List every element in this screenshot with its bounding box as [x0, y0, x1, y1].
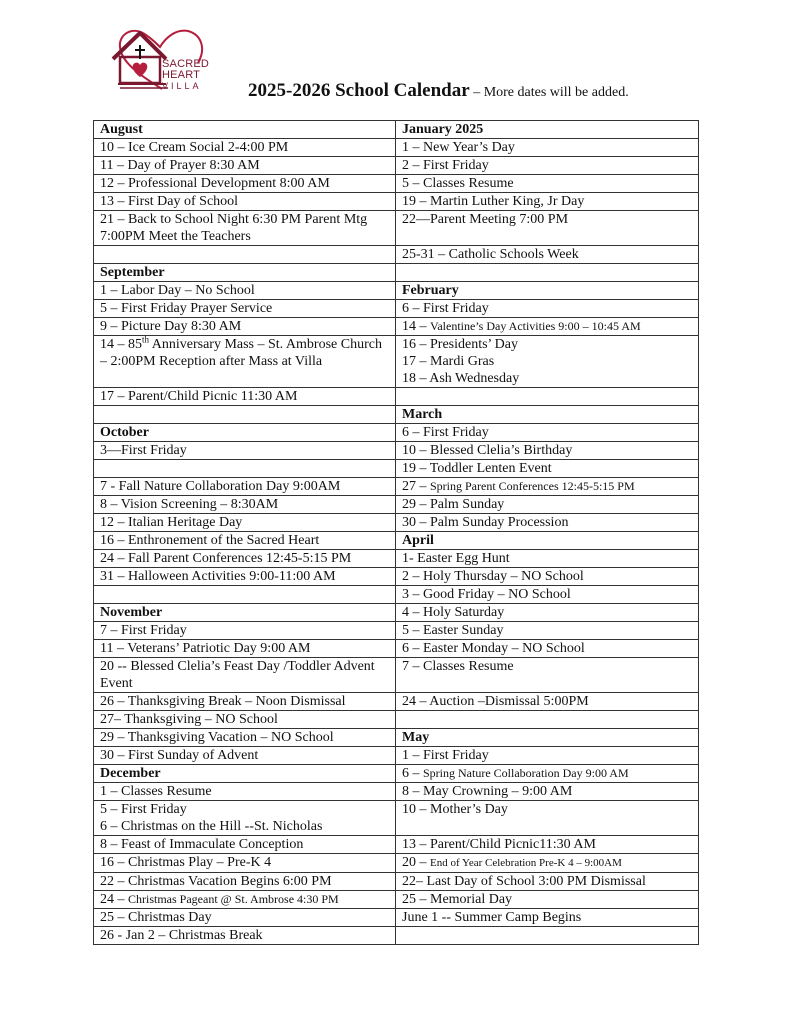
calendar-body — [94, 121, 699, 945]
title-main: 2025-2026 School Calendar — [248, 80, 470, 101]
calendar-entry: 24 – Auction –Dismissal 5:00PM — [402, 694, 589, 709]
table-row — [94, 658, 699, 693]
calendar-entry: 14 – — [402, 319, 430, 334]
calendar-entry: 10 – Blessed Clelia’s Birthday — [402, 443, 573, 458]
left-cell — [94, 927, 396, 945]
table-row — [94, 336, 699, 388]
table-row — [94, 442, 699, 460]
calendar-entry: 18 – Ash Wednesday — [402, 371, 520, 386]
table-row — [94, 640, 699, 658]
table-row — [94, 783, 699, 801]
calendar-entry: 24 – — [100, 892, 128, 907]
right-cell — [396, 300, 699, 318]
calendar-entry: 29 – Thanksgiving Vacation – NO School — [100, 730, 334, 745]
calendar-entry-xsmall: End of Year Celebration Pre-K 4 – 9:00AM — [430, 857, 622, 869]
month-header: November — [100, 605, 163, 620]
calendar-entry-small: Spring Nature Collaboration Day 9:00 AM — [423, 766, 629, 780]
table-row — [94, 193, 699, 211]
right-cell — [396, 388, 699, 406]
right-cell — [396, 765, 699, 783]
calendar-entry: 16 – Enthronement of the Sacred Heart — [100, 533, 320, 548]
table-row — [94, 460, 699, 478]
right-cell — [396, 658, 699, 693]
logo-line-1: SACRED — [162, 58, 210, 70]
left-cell — [94, 836, 396, 854]
left-cell — [94, 264, 396, 282]
left-cell — [94, 300, 396, 318]
calendar-entry: 10 – Ice Cream Social 2-4:00 PM — [100, 140, 289, 155]
calendar-entry: 2 – First Friday — [402, 158, 489, 173]
table-row — [94, 211, 699, 246]
calendar-entry: 5 – Classes Resume — [402, 176, 514, 191]
left-cell — [94, 193, 396, 211]
left-cell — [94, 175, 396, 193]
right-cell — [396, 783, 699, 801]
calendar-entry: June 1 -- Summer Camp Begins — [402, 910, 582, 925]
table-row — [94, 927, 699, 945]
calendar-entry: 26 - Jan 2 – Christmas Break — [100, 928, 263, 943]
left-cell — [94, 424, 396, 442]
left-cell — [94, 406, 396, 424]
calendar-entry: 8 – May Crowning – 9:00 AM — [402, 784, 573, 799]
ordinal-suffix: th — [142, 334, 150, 345]
calendar-entry: 14 – 85 — [100, 337, 142, 352]
calendar-entry: 25 – Memorial Day — [402, 892, 513, 907]
table-row — [94, 300, 699, 318]
right-cell — [396, 711, 699, 729]
right-cell — [396, 424, 699, 442]
table-row — [94, 514, 699, 532]
table-row — [94, 318, 699, 336]
left-cell — [94, 336, 396, 388]
month-header: January 2025 — [402, 122, 484, 137]
left-cell — [94, 747, 396, 765]
table-row — [94, 836, 699, 854]
month-header: March — [402, 407, 443, 422]
right-cell — [396, 264, 699, 282]
calendar-entry: 25 – Christmas Day — [100, 910, 212, 925]
calendar-entry: 25-31 – Catholic Schools Week — [402, 247, 579, 262]
table-row — [94, 873, 699, 891]
calendar-entry: 7 – First Friday — [100, 623, 187, 638]
table-row — [94, 622, 699, 640]
right-cell — [396, 891, 699, 909]
table-row — [94, 854, 699, 873]
logo-wordmark — [162, 59, 209, 92]
month-header: August — [100, 122, 143, 137]
calendar-entry: 31 – Halloween Activities 9:00-11:00 AM — [100, 569, 336, 584]
calendar-entry: 6 – Christmas on the Hill --St. Nicholas — [100, 819, 323, 834]
table-row — [94, 496, 699, 514]
left-cell — [94, 442, 396, 460]
left-cell — [94, 586, 396, 604]
calendar-entry: 22 – Christmas Vacation Begins 6:00 PM — [100, 874, 332, 889]
calendar-entry: 2 – Holy Thursday – NO School — [402, 569, 584, 584]
left-cell — [94, 568, 396, 586]
calendar-entry: 5 – First Friday — [100, 802, 187, 817]
left-cell — [94, 121, 396, 139]
right-cell — [396, 927, 699, 945]
calendar-entry: 1 – First Friday — [402, 748, 489, 763]
month-header: December — [100, 766, 161, 781]
right-cell — [396, 406, 699, 424]
calendar-entry: 6 – First Friday — [402, 301, 489, 316]
calendar-entry: 1- Easter Egg Hunt — [402, 551, 510, 566]
calendar-entry: 29 – Palm Sunday — [402, 497, 505, 512]
right-cell — [396, 496, 699, 514]
table-row — [94, 765, 699, 783]
table-row — [94, 264, 699, 282]
left-cell — [94, 478, 396, 496]
right-cell — [396, 532, 699, 550]
month-header: April — [402, 533, 434, 548]
calendar-entry: 5 – Easter Sunday — [402, 623, 504, 638]
left-cell — [94, 514, 396, 532]
left-cell — [94, 496, 396, 514]
right-cell — [396, 246, 699, 264]
calendar-entry: 3—First Friday — [100, 443, 187, 458]
table-row — [94, 604, 699, 622]
left-cell — [94, 550, 396, 568]
table-row — [94, 282, 699, 300]
calendar-entry: 22—Parent Meeting 7:00 PM — [402, 212, 569, 227]
right-cell — [396, 873, 699, 891]
table-row — [94, 586, 699, 604]
right-cell — [396, 568, 699, 586]
table-row — [94, 747, 699, 765]
calendar-entry: 27 – — [402, 479, 430, 494]
left-cell — [94, 532, 396, 550]
left-cell — [94, 658, 396, 693]
table-row — [94, 909, 699, 927]
calendar-entry: 6 – — [402, 766, 423, 781]
table-row — [94, 693, 699, 711]
right-cell — [396, 211, 699, 246]
left-cell — [94, 622, 396, 640]
right-cell — [396, 586, 699, 604]
calendar-entry: 17 – Mardi Gras — [402, 354, 495, 369]
title-sub: – More dates will be added. — [469, 85, 629, 100]
left-cell — [94, 891, 396, 909]
left-cell — [94, 282, 396, 300]
table-row — [94, 175, 699, 193]
right-cell — [396, 729, 699, 747]
calendar-entry: 1 – Classes Resume — [100, 784, 212, 799]
calendar-entry-tail: Anniversary Mass – St. Ambrose Church – 2:00PM Reception after Mass at Villa — [100, 337, 382, 369]
calendar-entry: 27– Thanksgiving – NO School — [100, 712, 278, 727]
month-header: September — [100, 265, 165, 280]
calendar-entry: 10 – Mother’s Day — [402, 802, 508, 817]
right-cell — [396, 836, 699, 854]
table-row — [94, 406, 699, 424]
calendar-entry: 6 – Easter Monday – NO School — [402, 641, 585, 656]
right-cell — [396, 693, 699, 711]
calendar-entry: 3 – Good Friday – NO School — [402, 587, 571, 602]
left-cell — [94, 693, 396, 711]
table-row — [94, 246, 699, 264]
calendar-entry: 12 – Italian Heritage Day — [100, 515, 243, 530]
month-header: October — [100, 425, 149, 440]
table-row — [94, 388, 699, 406]
right-cell — [396, 175, 699, 193]
table-row — [94, 121, 699, 139]
right-cell — [396, 318, 699, 336]
table-row — [94, 729, 699, 747]
calendar-entry-small: Valentine’s Day Activities 9:00 – 10:45 AM — [430, 319, 641, 333]
calendar-entry: 1 – New Year’s Day — [402, 140, 515, 155]
left-cell — [94, 765, 396, 783]
calendar-entry-small: Spring Parent Conferences 12:45-5:15 PM — [430, 479, 635, 493]
table-row — [94, 550, 699, 568]
right-cell — [396, 747, 699, 765]
calendar-entry-small: Christmas Pageant @ St. Ambrose 4:30 PM — [128, 892, 339, 906]
table-row — [94, 478, 699, 496]
calendar-entry: 20 – — [402, 855, 430, 870]
calendar-entry: 30 – First Sunday of Advent — [100, 748, 259, 763]
left-cell — [94, 157, 396, 175]
left-cell — [94, 139, 396, 157]
left-cell — [94, 318, 396, 336]
right-cell — [396, 478, 699, 496]
left-cell — [94, 854, 396, 873]
calendar-entry: 16 – Christmas Play – Pre-K 4 — [100, 855, 272, 870]
right-cell — [396, 854, 699, 873]
right-cell — [396, 139, 699, 157]
right-cell — [396, 121, 699, 139]
calendar-entry: 16 – Presidents’ Day — [402, 337, 518, 352]
left-cell — [94, 211, 396, 246]
left-cell — [94, 729, 396, 747]
calendar-entry: 19 – Toddler Lenten Event — [402, 461, 552, 476]
table-row — [94, 568, 699, 586]
left-cell — [94, 711, 396, 729]
calendar-entry: 26 – Thanksgiving Break – Noon Dismissal — [100, 694, 346, 709]
right-cell — [396, 801, 699, 836]
left-cell — [94, 640, 396, 658]
month-header: February — [402, 283, 459, 298]
calendar-entry: 12 – Professional Development 8:00 AM — [100, 176, 330, 191]
table-row — [94, 157, 699, 175]
calendar-entry: 24 – Fall Parent Conferences 12:45-5:15 PM — [100, 551, 352, 566]
calendar-entry: 7 – Classes Resume — [402, 659, 514, 674]
page-title — [248, 80, 629, 102]
table-row — [94, 801, 699, 836]
calendar-entry: 1 – Labor Day – No School — [100, 283, 255, 298]
left-cell — [94, 604, 396, 622]
calendar-entry: 9 – Picture Day 8:30 AM — [100, 319, 242, 334]
left-cell — [94, 460, 396, 478]
calendar-table — [93, 120, 699, 945]
calendar-entry: 6 – First Friday — [402, 425, 489, 440]
calendar-entry: 13 – First Day of School — [100, 194, 239, 209]
left-cell — [94, 909, 396, 927]
right-cell — [396, 157, 699, 175]
calendar-entry: 30 – Palm Sunday Procession — [402, 515, 569, 530]
right-cell — [396, 640, 699, 658]
table-row — [94, 891, 699, 909]
calendar-entry: 5 – First Friday Prayer Service — [100, 301, 273, 316]
calendar-entry: 4 – Holy Saturday — [402, 605, 505, 620]
right-cell — [396, 622, 699, 640]
right-cell — [396, 336, 699, 388]
calendar-entry: 22– Last Day of School 3:00 PM Dismissal — [402, 874, 646, 889]
calendar-entry: 17 – Parent/Child Picnic 11:30 AM — [100, 389, 298, 404]
right-cell — [396, 514, 699, 532]
right-cell — [396, 909, 699, 927]
right-cell — [396, 282, 699, 300]
logo-line-2: HEART — [162, 69, 201, 81]
left-cell — [94, 246, 396, 264]
calendar-entry: 19 – Martin Luther King, Jr Day — [402, 194, 585, 209]
calendar-entry: 8 – Vision Screening – 8:30AM — [100, 497, 279, 512]
table-row — [94, 424, 699, 442]
left-cell — [94, 801, 396, 836]
right-cell — [396, 550, 699, 568]
calendar-entry: 21 – Back to School Night 6:30 PM Parent Mtg 7:00PM Meet the Teachers — [100, 212, 368, 244]
calendar-entry: 20 -- Blessed Clelia’s Feast Day /Toddler Advent Event — [100, 659, 375, 691]
month-header: May — [402, 730, 430, 745]
calendar-entry: 8 – Feast of Immaculate Conception — [100, 837, 304, 852]
right-cell — [396, 442, 699, 460]
table-row — [94, 139, 699, 157]
left-cell — [94, 783, 396, 801]
table-row — [94, 711, 699, 729]
calendar-entry: 13 – Parent/Child Picnic11:30 AM — [402, 837, 596, 852]
left-cell — [94, 388, 396, 406]
calendar-entry: 7 - Fall Nature Collaboration Day 9:00AM — [100, 479, 341, 494]
calendar-entry: 11 – Veterans’ Patriotic Day 9:00 AM — [100, 641, 311, 656]
right-cell — [396, 604, 699, 622]
table-row — [94, 532, 699, 550]
logo-line-3: VILLA — [162, 81, 202, 91]
right-cell — [396, 460, 699, 478]
left-cell — [94, 873, 396, 891]
calendar-entry: 11 – Day of Prayer 8:30 AM — [100, 158, 260, 173]
right-cell — [396, 193, 699, 211]
